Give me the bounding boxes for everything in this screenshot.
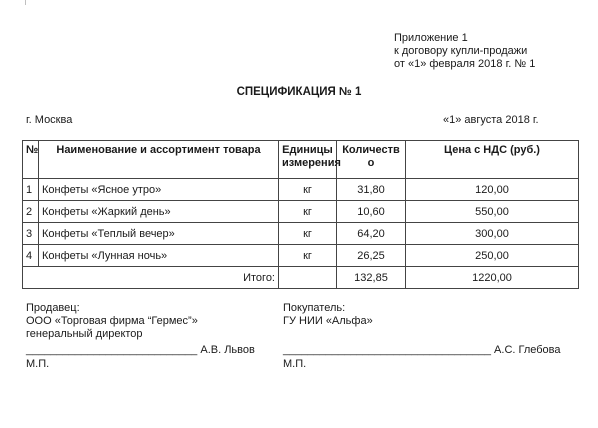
total-unit-empty: [279, 267, 337, 289]
row-price: 300,00: [406, 223, 579, 245]
row-name: Конфеты «Лунная ночь»: [39, 245, 279, 267]
row-name: Конфеты «Ясное утро»: [39, 179, 279, 201]
row-qty: 64,20: [337, 223, 406, 245]
total-qty: 132,85: [337, 267, 406, 289]
header-qty-line-1: Количеств: [342, 144, 400, 156]
row-num: 4: [23, 245, 39, 267]
buyer-header: Покупатель:: [283, 302, 346, 314]
row-price: 120,00: [406, 179, 579, 201]
seller-stamp-place: М.П.: [26, 358, 50, 370]
row-qty: 10,60: [337, 201, 406, 223]
row-price: 550,00: [406, 201, 579, 223]
row-unit: кг: [279, 179, 337, 201]
table-row: [23, 223, 579, 245]
row-qty: 26,25: [337, 245, 406, 267]
row-unit: кг: [279, 245, 337, 267]
page-edge-mark: [25, 0, 26, 5]
buyer-org: ГУ НИИ «Альфа»: [283, 315, 373, 327]
row-num: 3: [23, 223, 39, 245]
table-row: [23, 245, 579, 267]
seller-header: Продавец:: [26, 302, 80, 314]
header-price: Цена с НДС (руб.): [406, 141, 579, 179]
document-title: СПЕЦИФИКАЦИЯ № 1: [236, 86, 362, 98]
row-qty: 31,80: [337, 179, 406, 201]
appendix-block: [394, 32, 535, 71]
seller-signature-line: ____________________________ А.В. Львов: [26, 344, 255, 356]
row-unit: кг: [279, 201, 337, 223]
table-row: [23, 179, 579, 201]
header-num: №: [23, 141, 39, 179]
header-unit-line-2: измерения: [282, 157, 341, 169]
seller-org: ООО «Торговая фирма “Гермес”»: [26, 315, 198, 327]
row-num: 1: [23, 179, 39, 201]
appendix-line-3: от «1» февраля 2018 г. № 1: [394, 58, 536, 70]
header-qty-line-2: о: [367, 157, 375, 169]
row-unit: кг: [279, 223, 337, 245]
header-unit-line-1: Единицы: [282, 144, 333, 156]
table-header-row: [23, 141, 579, 179]
row-num: 2: [23, 201, 39, 223]
city: г. Москва: [26, 114, 73, 126]
appendix-line-1: Приложение 1: [394, 32, 468, 44]
table-row: [23, 201, 579, 223]
total-price: 1220,00: [406, 267, 579, 289]
header-name: Наименование и ассортимент товара: [39, 141, 279, 179]
row-price: 250,00: [406, 245, 579, 267]
buyer-signature-line: __________________________________ А.С. Глебова: [283, 344, 561, 356]
buyer-stamp-place: М.П.: [283, 358, 307, 370]
table-total-row: [23, 267, 579, 289]
appendix-line-2: к договору купли-продажи: [394, 45, 528, 57]
header-unit: [279, 141, 341, 179]
document-date: «1» августа 2018 г.: [443, 114, 539, 126]
row-name: Конфеты «Теплый вечер»: [39, 223, 279, 245]
specification-table: [22, 140, 579, 289]
row-name: Конфеты «Жаркий день»: [39, 201, 279, 223]
seller-position: генеральный директор: [26, 328, 143, 340]
header-qty: [337, 141, 406, 179]
total-label: Итого:: [23, 267, 279, 289]
